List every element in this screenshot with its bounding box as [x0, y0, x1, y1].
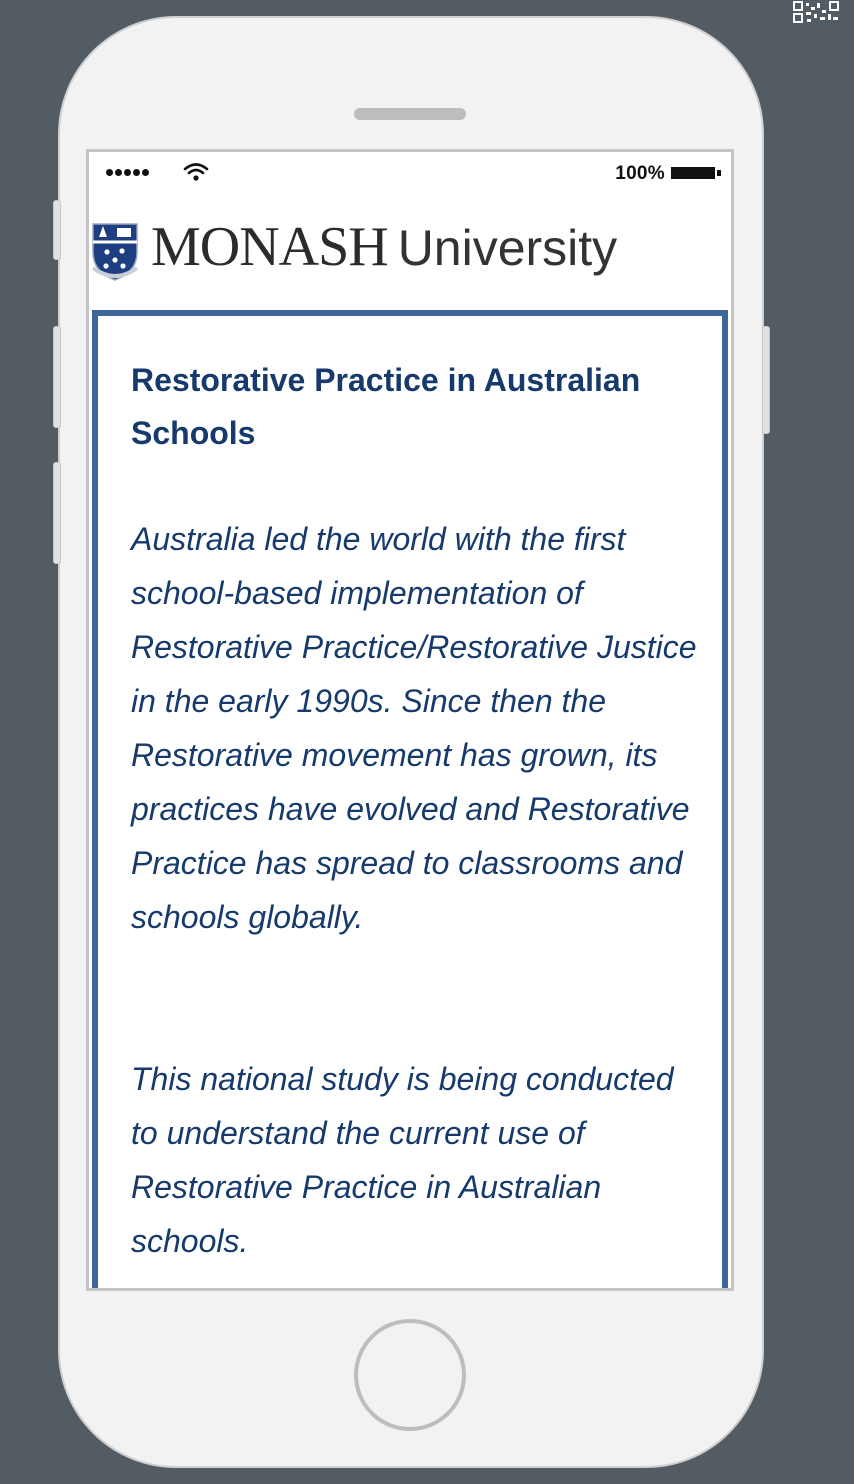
- study-paragraph: This national study is being conducted to understand the current use of Restorative Practice in Australian schools.: [131, 1061, 674, 1259]
- signal-dots-icon: [106, 169, 149, 176]
- logo-monash: MONASH: [151, 216, 388, 278]
- university-logo-wordmark[interactable]: [151, 216, 617, 292]
- battery-percentage: 100%: [615, 163, 665, 184]
- page-title: Restorative Practice in Australian Schools: [131, 362, 641, 451]
- intro-panel: [92, 310, 728, 1291]
- silent-switch: [53, 200, 61, 260]
- university-crest-icon: [91, 222, 139, 282]
- site-header: [89, 212, 731, 296]
- home-button[interactable]: [354, 1319, 466, 1431]
- volume-up-button[interactable]: [53, 326, 61, 428]
- status-bar: [89, 152, 731, 192]
- wifi-icon: [183, 162, 209, 182]
- phone-speaker: [354, 108, 466, 120]
- battery-icon: [671, 166, 723, 180]
- qr-code-icon: [792, 0, 840, 24]
- logo-university: University: [397, 220, 618, 276]
- phone-screen: [86, 149, 734, 1291]
- power-button[interactable]: [762, 326, 770, 434]
- intro-paragraph: Australia led the world with the first school-based implementation of Restorative Practice/Restorative Justice in the early 1990s. Since then the Restorative movement has grown, its practices have evolved and Restorative Practice has spread to classrooms and schools globally.: [131, 521, 697, 935]
- volume-down-button[interactable]: [53, 462, 61, 564]
